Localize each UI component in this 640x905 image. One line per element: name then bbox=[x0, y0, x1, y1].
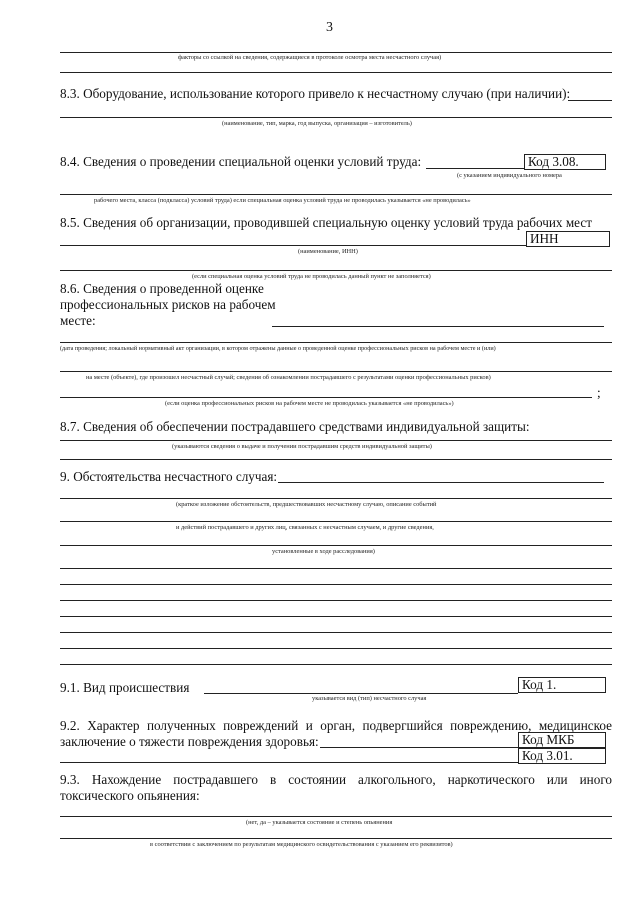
fill-line[interactable] bbox=[60, 584, 612, 585]
section-9-label: 9. Обстоятельства несчастного случая: bbox=[60, 469, 278, 484]
fill-line[interactable] bbox=[204, 693, 518, 694]
fill-line[interactable] bbox=[60, 568, 612, 569]
fill-line[interactable] bbox=[568, 100, 612, 101]
fill-line[interactable] bbox=[60, 440, 612, 441]
fill-line[interactable] bbox=[60, 600, 612, 601]
caption: факторы со ссылкой на сведения, содержащиеся в протоколе осмотра места несчастного случая) bbox=[178, 54, 442, 61]
caption: (краткое изложение обстоятельств, предшествовавших несчастному случаю, описание событий bbox=[176, 501, 437, 508]
fill-line[interactable] bbox=[60, 342, 612, 343]
section-9-2-label: 9.2. Характер полученных повреждений и орган, подвергшийся повреждению, медицинское bbox=[60, 718, 612, 733]
fill-line[interactable] bbox=[60, 545, 612, 546]
fill-line[interactable] bbox=[60, 498, 612, 499]
caption: и действий пострадавшего и других лиц, связанных с несчастным случаем, и другие сведения, bbox=[176, 524, 434, 531]
caption: установленные в ходе расследования) bbox=[272, 548, 375, 555]
section-9-3-label: токсического опьянения: bbox=[60, 788, 200, 803]
caption: (наименование, тип, марка, год выпуска, организация – изготовитель) bbox=[222, 120, 412, 127]
fill-line[interactable] bbox=[60, 194, 612, 195]
fill-line[interactable] bbox=[272, 326, 604, 327]
caption: (указываются сведения о выдаче и получении пострадавшим средств индивидуальной защиты) bbox=[172, 443, 432, 450]
fill-line[interactable] bbox=[60, 397, 592, 398]
fill-line[interactable] bbox=[60, 72, 612, 73]
caption: рабочего места, класса (подкласса) условий труда) если специальная оценка условий труда не проводилась указывается «не проводилась» bbox=[94, 197, 471, 204]
section-8-5-label: 8.5. Сведения об организации, проводившей специальную оценку условий труда рабочих мест bbox=[60, 215, 592, 230]
fill-line[interactable] bbox=[60, 664, 612, 665]
section-8-6-label: месте: bbox=[60, 313, 96, 328]
caption: в соответствии с заключением по результатам медицинского освидетельствования с указанием его реквизитов) bbox=[150, 841, 453, 848]
fill-line[interactable] bbox=[60, 632, 612, 633]
fill-line[interactable] bbox=[60, 521, 612, 522]
caption: (дата проведения; локальный нормативный акт организации, в котором отражены данные о проведенной оценке профессиональных рисков на рабочем месте и (или) bbox=[60, 345, 496, 352]
caption: (если специальная оценка условий труда не проводилась данный пункт не заполняется) bbox=[192, 273, 431, 280]
caption: (нет, да – указывается состояние и степень опьянения bbox=[246, 819, 393, 826]
fill-line[interactable] bbox=[426, 168, 524, 169]
code-box-3-01[interactable]: Код 3.01. bbox=[518, 748, 606, 764]
page-number: 3 bbox=[326, 20, 333, 35]
semicolon: ; bbox=[597, 385, 601, 400]
fill-line[interactable] bbox=[60, 52, 612, 53]
section-9-1-label: 9.1. Вид происшествия bbox=[60, 680, 190, 695]
caption: (с указанием индивидуального номера bbox=[457, 172, 562, 179]
section-8-4-label: 8.4. Сведения о проведении специальной оценки условий труда: bbox=[60, 154, 422, 169]
section-9-2-label: заключение о тяжести повреждения здоровья: bbox=[60, 734, 319, 749]
fill-line[interactable] bbox=[60, 270, 612, 271]
code-box-1[interactable]: Код 1. bbox=[518, 677, 606, 693]
code-box-mkb[interactable]: Код МКБ bbox=[518, 732, 606, 748]
fill-line[interactable] bbox=[320, 747, 518, 748]
fill-line[interactable] bbox=[60, 117, 612, 118]
fill-line[interactable] bbox=[60, 245, 526, 246]
fill-line[interactable] bbox=[60, 762, 518, 763]
section-8-6-label: 8.6. Сведения о проведенной оценке bbox=[60, 281, 264, 296]
inn-box[interactable]: ИНН bbox=[526, 231, 610, 247]
fill-line[interactable] bbox=[60, 648, 612, 649]
caption: на месте (объекте), где произошел несчастный случай; сведения об ознакомлении пострадавшего с результатами оценки профессиональных рисков) bbox=[86, 374, 491, 381]
fill-line[interactable] bbox=[60, 816, 612, 817]
caption: (наименование, ИНН) bbox=[298, 248, 358, 255]
section-8-6-label: профессиональных рисков на рабочем bbox=[60, 297, 276, 312]
fill-line[interactable] bbox=[60, 838, 612, 839]
code-box-3-08[interactable]: Код 3.08. bbox=[524, 154, 606, 170]
fill-line[interactable] bbox=[60, 616, 612, 617]
section-8-7-label: 8.7. Сведения об обеспечении пострадавшего средствами индивидуальной защиты: bbox=[60, 419, 530, 434]
fill-line[interactable] bbox=[60, 371, 612, 372]
caption: (если оценка профессиональных рисков на рабочем месте не проводилась указывается «не проводилась») bbox=[165, 400, 454, 407]
caption: указывается вид (тип) несчастного случая bbox=[312, 695, 427, 702]
fill-line[interactable] bbox=[60, 459, 612, 460]
section-8-3-label: 8.3. Оборудование, использование которого привело к несчастному случаю (при наличии): bbox=[60, 86, 571, 101]
fill-line[interactable] bbox=[278, 482, 604, 483]
section-9-3-label: 9.3. Нахождение пострадавшего в состоянии алкогольного, наркотического или иного bbox=[60, 772, 612, 787]
